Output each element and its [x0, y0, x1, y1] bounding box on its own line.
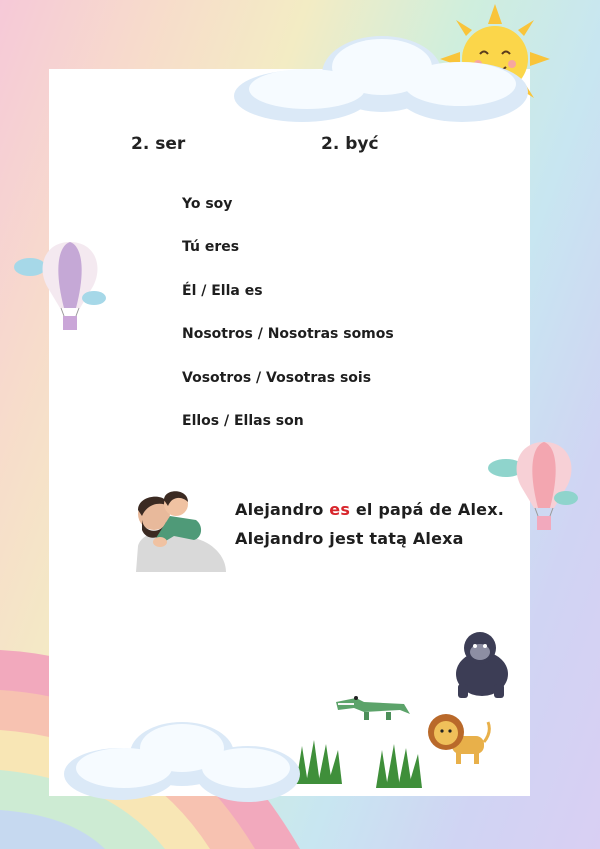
crocodile-icon — [334, 692, 410, 722]
hot-air-balloon-icon — [14, 240, 106, 336]
father-son-illustration — [134, 486, 228, 572]
heading-spanish: 2. ser — [131, 134, 186, 154]
example-sentence-polish: Alejandro jest tatą Alexa — [235, 529, 464, 548]
highlighted-verb: es — [329, 500, 351, 519]
example-text-before: Alejandro — [235, 500, 330, 519]
gorilla-icon — [452, 628, 512, 700]
grass-icon — [372, 742, 428, 788]
conjugation-line: Vosotros / Vosotras sois — [182, 370, 372, 386]
hot-air-balloon-icon — [488, 440, 580, 536]
example-sentence-spanish — [235, 500, 504, 519]
cloud-icon — [62, 720, 302, 806]
conjugation-line: Ellos / Ellas son — [182, 413, 304, 429]
heading-polish: 2. być — [321, 134, 379, 154]
lion-icon — [426, 712, 492, 766]
example-text-after: el papá de Alex. — [350, 500, 505, 519]
conjugation-line: Yo soy — [182, 196, 233, 212]
cloud-icon — [232, 34, 530, 126]
conjugation-line: Tú eres — [182, 239, 240, 255]
conjugation-line: Nosotros / Nosotras somos — [182, 326, 394, 342]
conjugation-line: Él / Ella es — [182, 283, 263, 299]
